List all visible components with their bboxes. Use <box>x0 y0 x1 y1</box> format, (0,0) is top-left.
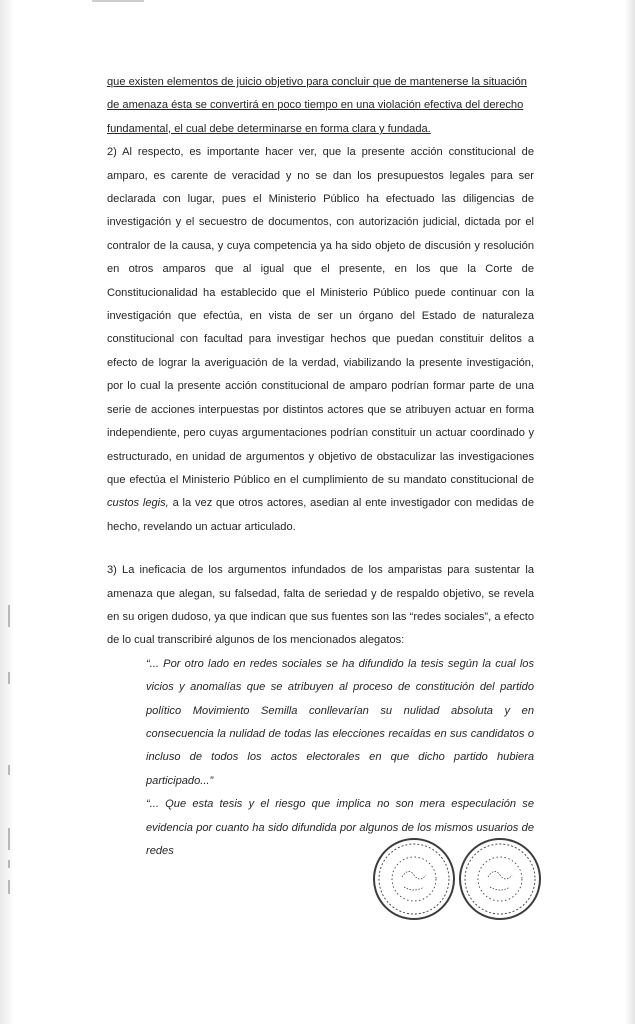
official-seal-icon <box>372 835 544 923</box>
italic-term: custos legis, <box>107 497 169 510</box>
document-body <box>107 71 534 863</box>
paragraph-gap <box>107 539 534 559</box>
paragraph-2-text: 2) Al respecto, es importante hacer ver, que la presente acción constitucional de amparo, es carente de veracidad y no se dan los presupuestos legales para ser declarada con lugar, pues el Ministerio Público ha efectuado las diligencias de investigación y el secuestro de documentos, con autorización judicial, dictada por el contralor de la causa, y cuya competencia ya ha sido objeto de discusión y resolución en otros amparos que al igual que el presente, en los que la Corte de Constitucionalidad ha establecido que el Ministerio Público puede continuar con la investigación que efectúa, en vista de ser un órgano del Estado de naturaleza constitucional con facultad para investigar hechos que puedan constituir delitos a efecto de lograr la averiguación de la verdad, viabilizando la presente investigación, por lo cual la presente acción constitucional de amparo podrían formar parte de una serie de acciones interpuestas por distintos actores que se atribuyen actuar en forma independiente, pero cuyas argumentaciones podrían constituir un actuar coordinado y estructurado, en unidad de argumentos y objetivo de obstaculizar las investigaciones que efectúa el Ministerio Público en el cumplimiento de su mandato constitucional de <box>107 146 534 486</box>
margin-mark <box>8 765 10 775</box>
underlined-line: fundamental, el cual debe determinarse en forma clara y fundada. <box>107 122 431 135</box>
underlined-line: de amenaza ésta se convertirá en poco tiempo en una violación efectiva del derecho <box>107 99 524 112</box>
quote-2: “... Que esta tesis y el riesgo que implica no son mera especulación se evidencia por cuanto ha sido difundida por algunos de los mismos usuarios de redes <box>146 798 534 857</box>
scan-mark-top <box>92 0 144 2</box>
page-edge-left <box>0 0 14 1024</box>
paragraph-2-ending: a la vez que otros actores, asedian al ente investigador con medidas de hecho, revelando un actuar articulado. <box>107 497 534 533</box>
official-seals <box>372 835 544 923</box>
paragraph-2 <box>107 141 534 539</box>
margin-mark <box>8 605 10 627</box>
margin-mark <box>8 880 10 894</box>
underlined-line: que existen elementos de juicio objetivo para concluir que de mantenerse la situación <box>107 76 527 88</box>
page-edge-right <box>625 0 635 1024</box>
margin-mark <box>8 860 10 868</box>
quote-1: “... Por otro lado en redes sociales se ha difundido la tesis según la cual los vicios y anomalías que se atribuyen al proceso de constitución del partido político Movimiento Semilla conllevarían su nulidad absoluta y en consecuencia la nulidad de todas las elecciones recaídas en sus candidatos o incluso de todos los actos electorales en que dicho partido hubiera participado...” <box>146 657 534 787</box>
margin-mark <box>8 672 10 684</box>
paragraph-3: 3) La ineficacia de los argumentos infundados de los amparistas para sustentar la amenaza que alegan, su falsedad, falta de seriedad y de respaldo objetivo, se revela en su origen dudoso, ya que indican que sus fuentes son las “redes sociales”, a efecto de lo cual transcribiré algunos de los mencionados alegatos: <box>107 564 534 647</box>
margin-mark <box>8 828 10 850</box>
